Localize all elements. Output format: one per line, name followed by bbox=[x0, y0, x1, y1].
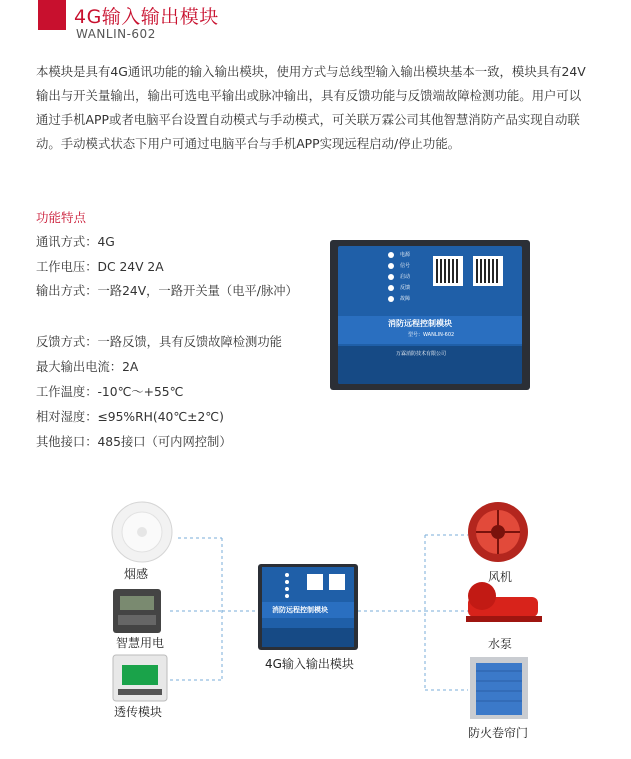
device-label-fan: 风机 bbox=[488, 570, 513, 584]
intro-line: 本模块是具有4G通讯功能的输入输出模块，使用方式与总线型输入输出模块基本一致，模块具有24V bbox=[36, 64, 586, 79]
led-label: 电源 bbox=[400, 252, 411, 258]
spec-item: 最大输出电流：2A bbox=[36, 360, 139, 374]
transmission-module-icon bbox=[113, 655, 167, 701]
device-label-pump: 水泵 bbox=[488, 637, 513, 651]
fan-icon bbox=[468, 502, 528, 562]
product-panel-model: 型号：WANLIN-602 bbox=[408, 332, 455, 338]
smoke-detector-icon bbox=[112, 502, 172, 562]
page-subtitle-model: WANLIN-602 bbox=[76, 27, 156, 41]
spec-item: 其他接口：485接口（可内网控制） bbox=[36, 435, 232, 449]
center-module-label: 4G输入输出模块 bbox=[265, 657, 354, 671]
product-panel-title: 消防远程控制模块 bbox=[388, 319, 452, 328]
product-company: 万霖消防技术有限公司 bbox=[396, 351, 447, 357]
spec-item: 反馈方式：一路反馈，具有反馈故障检测功能 bbox=[36, 335, 282, 349]
led-label: 信号 bbox=[400, 263, 411, 269]
led-label: 启动 bbox=[400, 274, 411, 280]
spec-item: 输出方式：一路24V，一路开关量（电平/脉冲） bbox=[36, 284, 298, 298]
intro-line: 通过手机APP或者电脑平台设置自动模式与手动模式，可关联万霖公司其他智慧消防产品实现自动联 bbox=[36, 112, 580, 127]
spec-item: 通讯方式：4G bbox=[36, 235, 115, 249]
shutter-door-icon bbox=[470, 657, 528, 719]
center-panel-title: 消防远程控制模块 bbox=[272, 606, 328, 614]
features-heading: 功能特点 bbox=[36, 210, 87, 225]
intro-line: 输出与开关量输出，输出可选电平输出或脉冲输出，具有反馈功能与反馈端故障检测功能。用户可以 bbox=[36, 88, 582, 103]
spec-item: 工作电压：DC 24V 2A bbox=[36, 260, 164, 274]
spec-item: 工作温度：-10℃～+55℃ bbox=[36, 385, 184, 399]
device-label-shutter: 防火卷帘门 bbox=[468, 726, 529, 740]
smart-meter-icon bbox=[113, 589, 161, 633]
led-label: 故障 bbox=[400, 296, 411, 302]
device-label-transmission: 透传模块 bbox=[114, 705, 163, 719]
intro-line: 动。手动模式状态下用户可通过电脑平台与手机APP实现远程启动/停止功能。 bbox=[36, 136, 461, 151]
device-label-smoke: 烟感 bbox=[124, 567, 149, 581]
pump-icon bbox=[466, 582, 542, 622]
page-title: 4G输入输出模块 bbox=[74, 6, 219, 28]
device-label-power: 智慧用电 bbox=[116, 636, 165, 650]
led-label: 反馈 bbox=[400, 285, 411, 291]
spec-item: 相对湿度：≤95%RH(40℃±2℃) bbox=[36, 410, 224, 424]
